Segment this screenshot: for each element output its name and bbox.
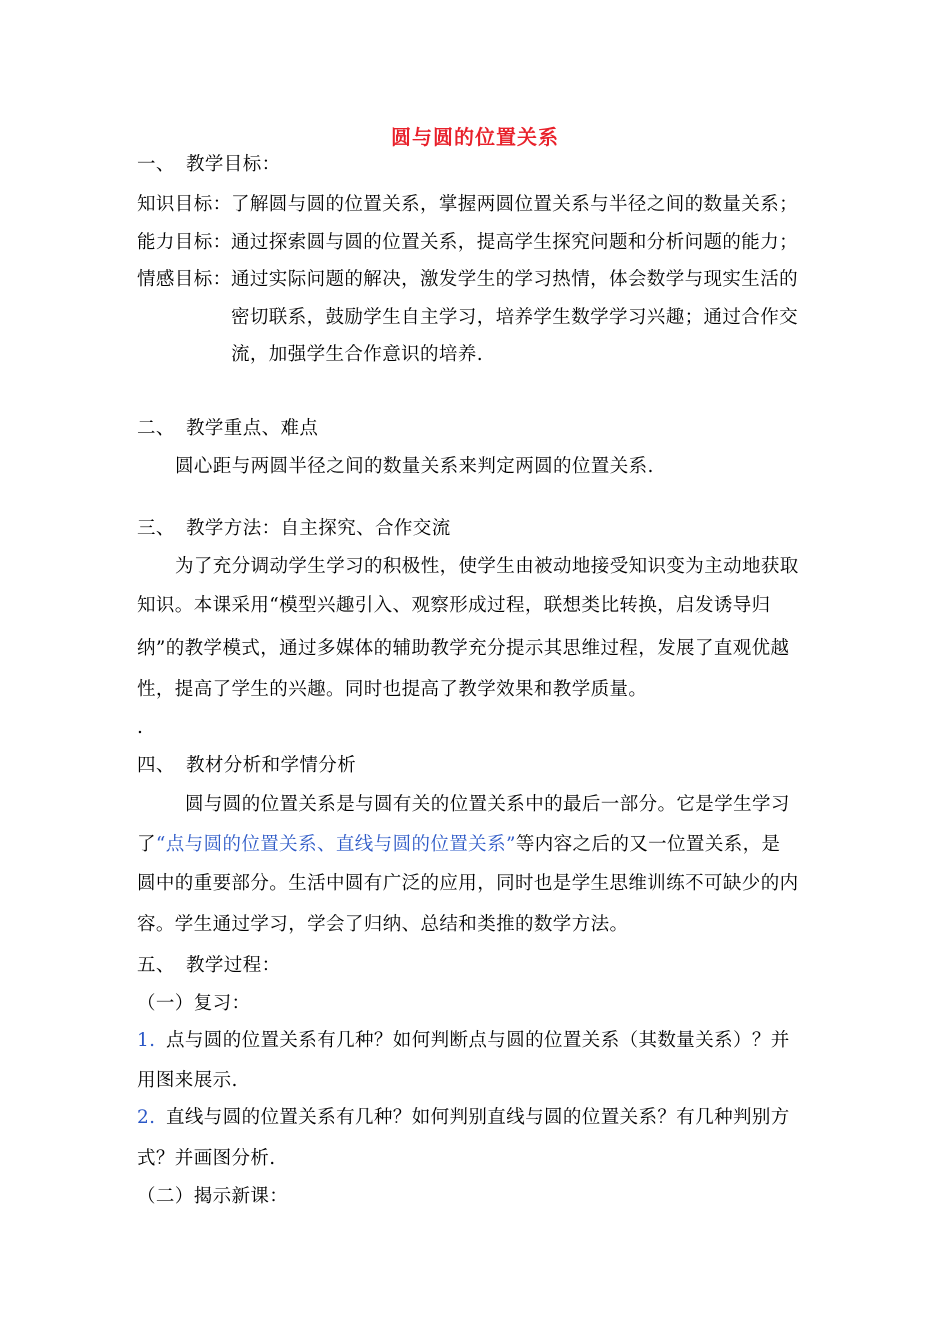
section4-heading-number: 四、: [137, 755, 175, 776]
section3-paragraph-line-4: 性，提高了学生的兴趣。同时也提高了教学效果和教学质量。: [137, 679, 648, 700]
section3-heading: 教学方法：自主探究、合作交流: [186, 518, 451, 539]
review-subheading: （一）复习：: [137, 993, 251, 1014]
section1-heading: 教学目标：: [186, 154, 281, 175]
emotion-goal-line-2: 密切联系，鼓励学生自主学习，培养学生数学学习兴趣；通过合作交: [231, 307, 799, 328]
section4-heading: 教材分析和学情分析: [186, 755, 357, 776]
section4-paragraph-line-4: 容。学生通过学习，学会了归纳、总结和类推的数学方法。: [137, 914, 629, 935]
section4-line2-suffix: 等内容之后的又一位置关系，是: [515, 834, 781, 855]
question2-number: 2.: [137, 1107, 156, 1128]
section4-paragraph-line-1: 圆与圆的位置关系是与圆有关的位置关系中的最后一部分。它是学生学习: [185, 794, 790, 815]
section4-paragraph-line-3: 圆中的重要部分。生活中圆有广泛的应用，同时也是学生思维训练不可缺少的内: [137, 873, 799, 894]
question2-line-1: 直线与圆的位置关系有几种？如何判别直线与圆的位置关系？有几种判别方: [166, 1107, 790, 1128]
ability-goal-text: 通过探索圆与圆的位置关系，提高学生探究问题和分析问题的能力；: [231, 232, 799, 253]
question1-line-2: 用图来展示.: [137, 1070, 238, 1091]
section4-line2-quote: “点与圆的位置关系、直线与圆的位置关系”: [155, 834, 516, 855]
section4-paragraph-line-2: [137, 832, 780, 858]
stray-dot: .: [137, 717, 144, 738]
section2-text: 圆心距与两圆半径之间的数量关系来判定两圆的位置关系.: [175, 456, 654, 477]
new-lesson-subheading: （二）揭示新课：: [137, 1186, 289, 1207]
section3-paragraph-line-2: 知识。本课采用“模型兴趣引入、观察形成过程，联想类比转换，启发诱导归: [137, 595, 771, 616]
knowledge-goal-text: 了解圆与圆的位置关系，掌握两圆位置关系与半径之间的数量关系；: [231, 194, 799, 215]
section4-line2-prefix: 了: [137, 834, 156, 855]
section3-paragraph-line-3: 纳”的教学模式，通过多媒体的辅助教学充分提示其思维过程，发展了直观优越: [137, 638, 790, 659]
section2-heading-number: 二、: [137, 418, 175, 439]
section5-heading: 教学过程：: [186, 955, 281, 976]
section3-heading-number: 三、: [137, 518, 175, 539]
emotion-goal-label: 情感目标：: [137, 269, 232, 290]
ability-goal-label: 能力目标：: [137, 232, 232, 253]
section2-heading: 教学重点、难点: [186, 418, 319, 439]
section1-heading-number: 一、: [137, 154, 175, 175]
emotion-goal-line-1: 通过实际问题的解决，激发学生的学习热情，体会数学与现实生活的: [231, 269, 799, 290]
question2-line-2: 式？并画图分析.: [137, 1148, 276, 1169]
knowledge-goal-label: 知识目标：: [137, 194, 232, 215]
section5-heading-number: 五、: [137, 955, 175, 976]
question1-number: 1.: [137, 1030, 156, 1051]
section3-paragraph-line-1: 为了充分调动学生学习的积极性，使学生由被动地接受知识变为主动地获取: [175, 556, 799, 577]
question1-line-1: 点与圆的位置关系有几种？如何判断点与圆的位置关系（其数量关系）？并: [166, 1030, 790, 1051]
document-title: 圆与圆的位置关系: [391, 125, 559, 149]
emotion-goal-line-3: 流，加强学生合作意识的培养.: [231, 344, 483, 365]
